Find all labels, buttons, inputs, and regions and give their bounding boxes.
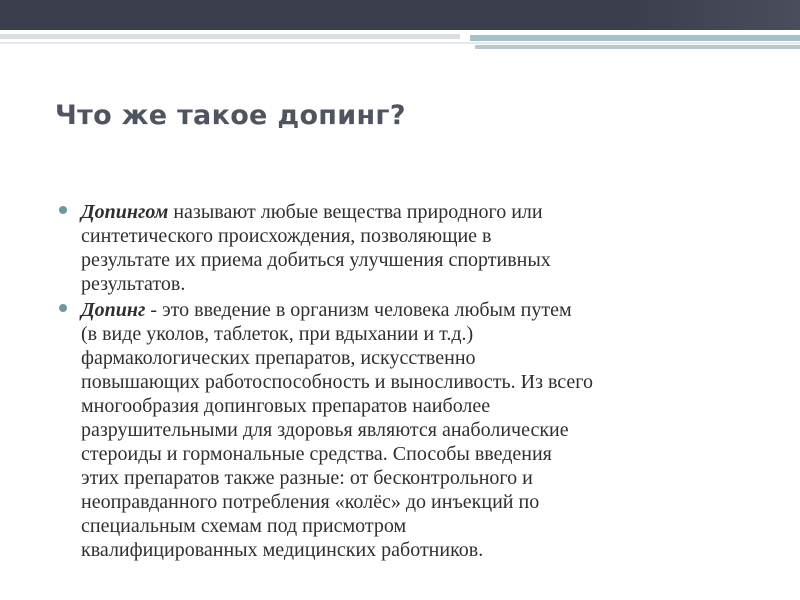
header-gradient xyxy=(630,0,800,30)
bullet-line: специальным схемам под присмотром xyxy=(81,515,407,537)
bullet-line xyxy=(81,200,757,224)
bullet-dot-icon xyxy=(59,206,67,214)
decor-stripe xyxy=(0,34,460,39)
bullet-line: неоправданного потребления «колёс» до инъекций по xyxy=(81,491,540,513)
bullet-line: разрушительными для здоровья являются анаболические xyxy=(81,419,569,441)
bullet-line: многообразия допинговых препаратов наиболее xyxy=(81,395,491,417)
bullet-line: этих препаратов также разные: от бесконтрольного и xyxy=(81,467,533,489)
decor-stripe-accent xyxy=(470,35,800,41)
slide-title: Что же такое допинг? xyxy=(55,100,406,131)
bullet-item-doping-introduction xyxy=(57,298,757,562)
bullet-line: повышающих работоспособность и выносливость. Из всего xyxy=(81,371,594,393)
bullet-text: - это введение в организм человека любым путем xyxy=(145,299,572,321)
bullet-term: Допинг xyxy=(81,299,146,321)
bullet-term: Допингом xyxy=(81,201,169,223)
bullet-line: фармакологических препаратов, искусственно xyxy=(81,347,476,369)
bullet-text: называют любые вещества природного или xyxy=(168,201,543,223)
bullet-line: синтетического происхождения, позволяющие в xyxy=(81,225,492,247)
bullet-line: результатов. xyxy=(81,273,186,295)
bullet-line: результате их приема добиться улучшения спортивных xyxy=(81,249,551,271)
bullet-line: (в виде уколов, таблеток, при вдыхании и т.д.) xyxy=(81,323,474,345)
bullet-line xyxy=(81,298,757,322)
bullet-line: квалифицированных медицинских работников. xyxy=(81,539,484,561)
bullet-item-doping-definition xyxy=(57,200,757,296)
bullet-dot-icon xyxy=(59,304,67,312)
bullet-line: стероиды и гормональные средства. Способы введения xyxy=(81,443,552,465)
bullet-list xyxy=(57,200,757,564)
decor-stripe xyxy=(0,42,800,44)
decor-stripe xyxy=(475,45,800,49)
